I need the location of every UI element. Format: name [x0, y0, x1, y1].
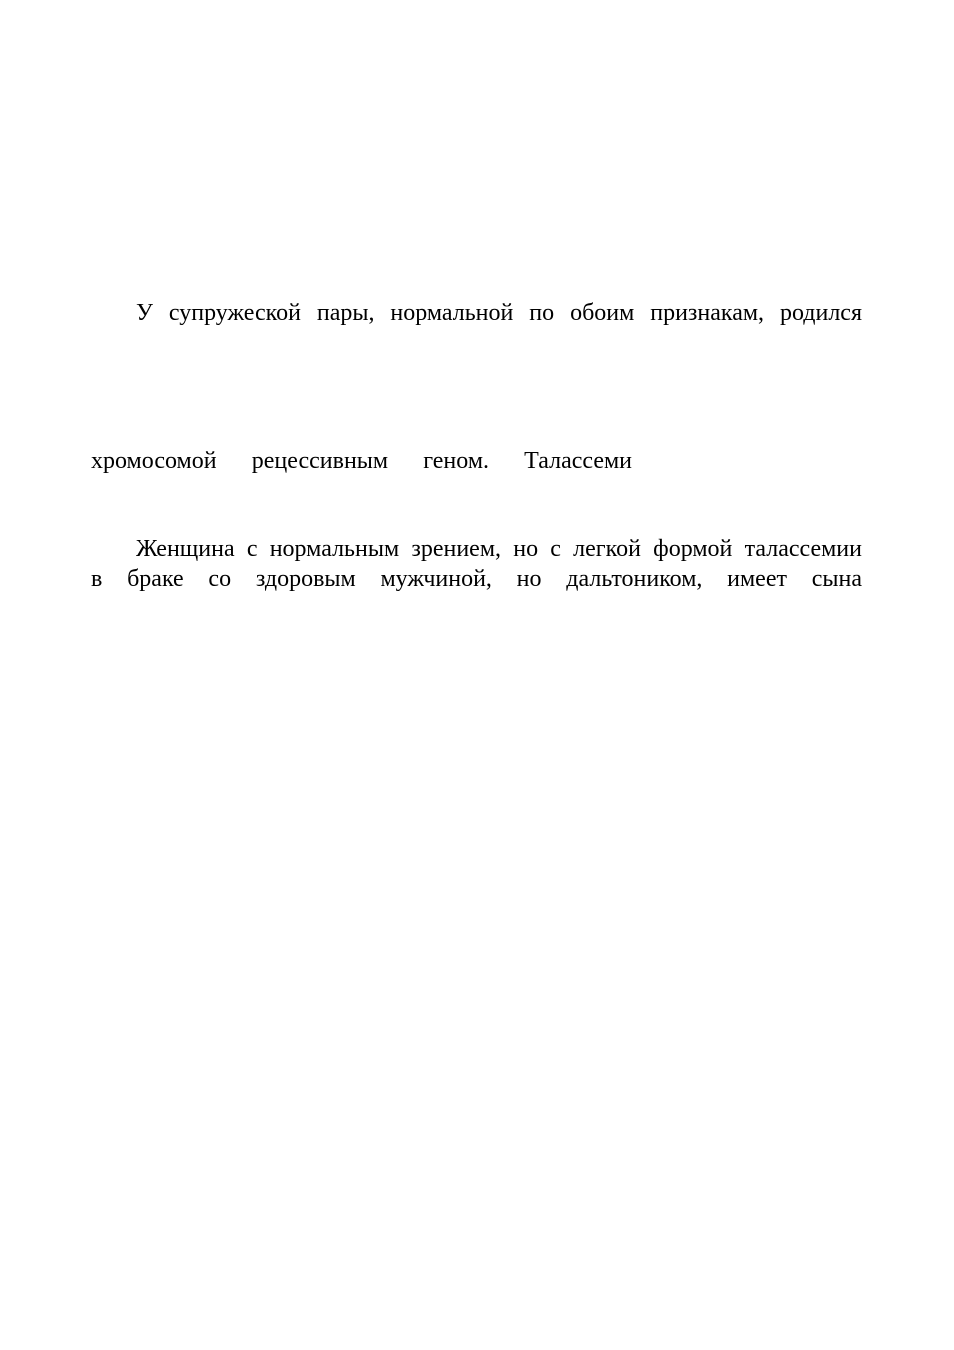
paragraph-line-3: Женщина с нормальным зрением, но с легкой формой талассемии	[136, 536, 862, 562]
paragraph-line-1: У супружеской пары, нормальной по обоим признакам, родился	[136, 300, 862, 326]
paragraph-line-4: в браке со здоровым мужчиной, но дальтоником, имеет сына	[91, 566, 862, 592]
paragraph-line-2: хромосомой рецессивным геном. Талассеми	[91, 448, 632, 474]
